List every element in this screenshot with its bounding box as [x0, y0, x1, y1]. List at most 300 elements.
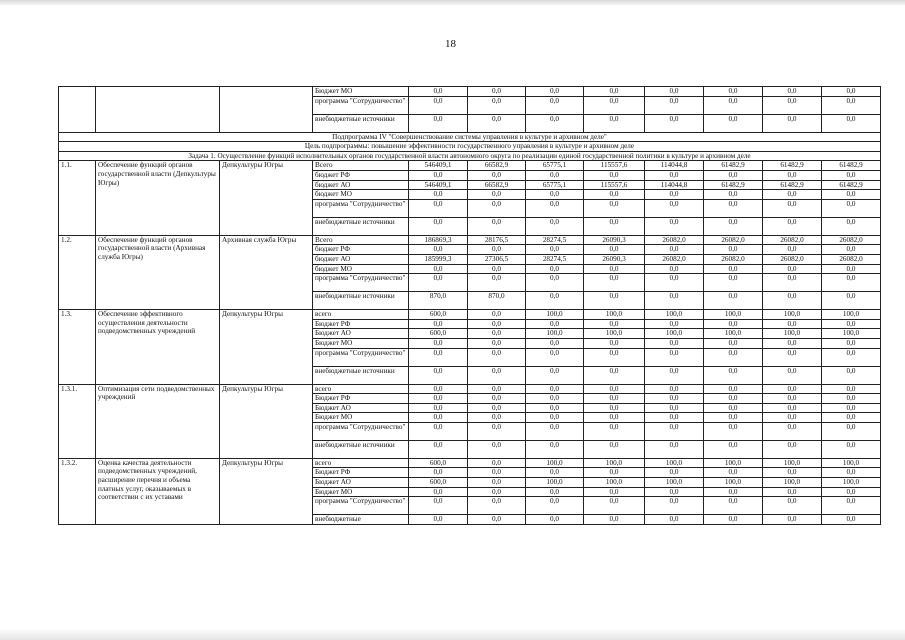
value-cell: 0,0 [645, 413, 704, 423]
value-cell: 0,0 [409, 403, 468, 413]
value-cell: 0,0 [584, 190, 645, 200]
value-cell: 0,0 [763, 440, 822, 458]
value-cell: 600,0 [409, 478, 468, 488]
value-cell: 0,0 [409, 114, 468, 132]
value-cell: 26082,0 [763, 254, 822, 264]
item-executor: Депкультуры Югры [220, 310, 313, 384]
value-cell: 100,0 [526, 478, 584, 488]
value-cell: 0,0 [645, 515, 704, 525]
scan-edge-top [0, 0, 905, 6]
value-cell: 100,0 [584, 329, 645, 339]
funding-source: Бюджет АО [313, 329, 409, 339]
value-cell: 0,0 [584, 199, 645, 217]
value-cell: 0,0 [584, 217, 645, 235]
value-cell: 0,0 [763, 394, 822, 404]
value-cell: 0,0 [409, 440, 468, 458]
value-cell: 100,0 [645, 458, 704, 468]
value-cell: 0,0 [468, 413, 526, 423]
value-cell: 0,0 [584, 319, 645, 329]
value-cell: 0,0 [645, 338, 704, 348]
item-name: Обеспечение эффективного осуществления деятельности подведомственных учреждений [96, 310, 220, 384]
value-cell: 0,0 [409, 413, 468, 423]
value-cell: 0,0 [822, 440, 881, 458]
value-cell: 0,0 [409, 264, 468, 274]
funding-source: внебюджетные источники [313, 292, 409, 310]
funding-source: программа "Сотрудничество" [313, 348, 409, 366]
value-cell: 0,0 [468, 199, 526, 217]
value-cell: 0,0 [822, 515, 881, 525]
funding-source: Бюджет РФ [313, 468, 409, 478]
funding-source: программа "Сотрудничество" [313, 274, 409, 292]
value-cell: 0,0 [468, 338, 526, 348]
value-cell: 0,0 [645, 468, 704, 478]
funding-source: программа "Сотрудничество" [313, 96, 409, 114]
value-cell: 0,0 [584, 170, 645, 180]
value-cell: 0,0 [584, 264, 645, 274]
funding-source: всего [313, 384, 409, 394]
value-cell: 0,0 [584, 384, 645, 394]
value-cell: 0,0 [526, 413, 584, 423]
funding-source: всего [313, 310, 409, 320]
section-heading: Подпрограмма IV "Совершенствование системы управления в культуре и архивном деле" [59, 132, 881, 142]
funding-source: бюджет АО [313, 180, 409, 190]
funding-source: Бюджет РФ [313, 394, 409, 404]
value-cell: 0,0 [468, 366, 526, 384]
table-row [59, 142, 881, 152]
funding-source: Бюджет РФ [313, 319, 409, 329]
value-cell: 0,0 [704, 245, 763, 255]
value-cell: 0,0 [822, 394, 881, 404]
value-cell: 0,0 [584, 422, 645, 440]
value-cell: 0,0 [468, 478, 526, 488]
funding-source: Всего [313, 161, 409, 171]
value-cell: 0,0 [704, 515, 763, 525]
value-cell: 0,0 [526, 394, 584, 404]
value-cell: 100,0 [822, 329, 881, 339]
value-cell: 0,0 [645, 264, 704, 274]
value-cell: 0,0 [468, 217, 526, 235]
value-cell: 0,0 [763, 292, 822, 310]
value-cell: 0,0 [526, 468, 584, 478]
value-cell: 0,0 [763, 468, 822, 478]
value-cell: 61482,9 [704, 180, 763, 190]
value-cell: 115557,6 [584, 180, 645, 190]
funding-source: внебюджетные источники [313, 366, 409, 384]
value-cell: 100,0 [704, 310, 763, 320]
funding-source: внебюджетные источники [313, 217, 409, 235]
value-cell: 27306,5 [468, 254, 526, 264]
value-cell: 0,0 [645, 384, 704, 394]
value-cell: 546409,1 [409, 180, 468, 190]
value-cell: 0,0 [763, 199, 822, 217]
value-cell: 0,0 [645, 87, 704, 97]
value-cell: 0,0 [763, 245, 822, 255]
value-cell: 0,0 [584, 338, 645, 348]
value-cell: 0,0 [645, 292, 704, 310]
value-cell: 0,0 [409, 384, 468, 394]
funding-source: Бюджет МО [313, 338, 409, 348]
value-cell: 65775,1 [526, 180, 584, 190]
item-executor: Депкультуры Югры [220, 384, 313, 458]
item-executor: Депкультуры Югры [220, 458, 313, 524]
value-cell: 0,0 [704, 403, 763, 413]
value-cell: 0,0 [822, 264, 881, 274]
value-cell: 0,0 [584, 487, 645, 497]
value-cell: 0,0 [526, 96, 584, 114]
item-executor: Депкультуры Югры [220, 161, 313, 235]
value-cell: 0,0 [645, 422, 704, 440]
value-cell: 0,0 [822, 245, 881, 255]
value-cell: 26090,3 [584, 235, 645, 245]
funding-source: внебюджетные источники [313, 440, 409, 458]
value-cell: 100,0 [526, 310, 584, 320]
value-cell: 0,0 [645, 366, 704, 384]
value-cell: 600,0 [409, 329, 468, 339]
value-cell: 0,0 [822, 274, 881, 292]
value-cell: 0,0 [822, 384, 881, 394]
value-cell: 61482,9 [704, 161, 763, 171]
value-cell: 100,0 [763, 478, 822, 488]
value-cell: 0,0 [763, 422, 822, 440]
value-cell: 0,0 [468, 319, 526, 329]
value-cell: 0,0 [526, 274, 584, 292]
value-cell: 0,0 [822, 497, 881, 515]
table-row [59, 132, 881, 142]
value-cell: 28274,5 [526, 254, 584, 264]
value-cell: 0,0 [763, 366, 822, 384]
value-cell: 0,0 [584, 87, 645, 97]
value-cell: 0,0 [526, 515, 584, 525]
value-cell: 100,0 [645, 478, 704, 488]
funding-source: программа "Сотрудничество" [313, 497, 409, 515]
value-cell: 0,0 [822, 338, 881, 348]
value-cell: 0,0 [704, 422, 763, 440]
value-cell: 0,0 [526, 245, 584, 255]
value-cell: 0,0 [584, 497, 645, 515]
value-cell: 0,0 [526, 384, 584, 394]
funding-source: всего [313, 458, 409, 468]
value-cell: 0,0 [584, 440, 645, 458]
value-cell: 0,0 [763, 87, 822, 97]
value-cell: 0,0 [584, 468, 645, 478]
value-cell: 26082,0 [822, 235, 881, 245]
value-cell: 0,0 [468, 487, 526, 497]
value-cell: 0,0 [704, 384, 763, 394]
value-cell: 0,0 [704, 468, 763, 478]
value-cell: 0,0 [526, 338, 584, 348]
item-name: Обеспечение функций органов государственной власти (Депкультуры Югры) [96, 161, 220, 235]
value-cell: 0,0 [704, 190, 763, 200]
value-cell: 100,0 [645, 329, 704, 339]
value-cell: 0,0 [409, 217, 468, 235]
value-cell: 0,0 [822, 96, 881, 114]
value-cell: 0,0 [645, 394, 704, 404]
item-number: 1.3.1. [59, 384, 96, 458]
value-cell: 0,0 [645, 319, 704, 329]
value-cell: 0,0 [822, 217, 881, 235]
value-cell: 0,0 [704, 114, 763, 132]
value-cell: 100,0 [584, 310, 645, 320]
value-cell: 186869,3 [409, 235, 468, 245]
value-cell: 0,0 [526, 497, 584, 515]
value-cell: 0,0 [763, 96, 822, 114]
value-cell: 61482,9 [763, 161, 822, 171]
value-cell: 0,0 [822, 190, 881, 200]
value-cell: 0,0 [822, 114, 881, 132]
funding-source: внебюджетные источники [313, 114, 409, 132]
item-number: 1.2. [59, 235, 96, 309]
value-cell: 26082,0 [704, 254, 763, 264]
value-cell: 0,0 [409, 468, 468, 478]
value-cell: 0,0 [468, 468, 526, 478]
value-cell: 0,0 [704, 96, 763, 114]
value-cell: 0,0 [526, 487, 584, 497]
value-cell: 26082,0 [645, 235, 704, 245]
value-cell: 0,0 [645, 199, 704, 217]
value-cell: 0,0 [645, 170, 704, 180]
value-cell: 0,0 [409, 515, 468, 525]
table-row [59, 87, 881, 97]
funding-source: внебюджетные [313, 515, 409, 525]
funding-source: программа "Сотрудничество" [313, 422, 409, 440]
value-cell: 0,0 [704, 487, 763, 497]
value-cell: 0,0 [468, 458, 526, 468]
table-row [59, 235, 881, 245]
value-cell: 0,0 [763, 274, 822, 292]
item-number: 1.3.2. [59, 458, 96, 524]
table-row [59, 161, 881, 171]
value-cell: 870,0 [468, 292, 526, 310]
value-cell: 0,0 [409, 348, 468, 366]
value-cell: 100,0 [704, 458, 763, 468]
value-cell: 0,0 [468, 170, 526, 180]
value-cell: 100,0 [822, 478, 881, 488]
value-cell: 100,0 [704, 329, 763, 339]
value-cell: 100,0 [822, 310, 881, 320]
value-cell: 0,0 [526, 114, 584, 132]
value-cell: 0,0 [822, 170, 881, 180]
value-cell: 0,0 [468, 114, 526, 132]
value-cell: 0,0 [584, 515, 645, 525]
value-cell: 546409,1 [409, 161, 468, 171]
value-cell: 0,0 [584, 413, 645, 423]
value-cell: 870,0 [409, 292, 468, 310]
value-cell: 65775,1 [526, 161, 584, 171]
value-cell: 0,0 [645, 190, 704, 200]
value-cell: 0,0 [645, 217, 704, 235]
value-cell: 26082,0 [645, 254, 704, 264]
value-cell: 0,0 [409, 274, 468, 292]
value-cell: 0,0 [584, 292, 645, 310]
value-cell: 0,0 [704, 394, 763, 404]
funding-source: Всего [313, 235, 409, 245]
value-cell: 26082,0 [763, 235, 822, 245]
value-cell: 0,0 [704, 170, 763, 180]
funding-source: Бюджет МО [313, 487, 409, 497]
value-cell: 0,0 [645, 114, 704, 132]
value-cell: 100,0 [584, 458, 645, 468]
value-cell: 0,0 [526, 366, 584, 384]
value-cell: 0,0 [645, 497, 704, 515]
table-row [59, 151, 881, 161]
value-cell: 0,0 [822, 403, 881, 413]
funding-source: программа "Сотрудничество" [313, 199, 409, 217]
value-cell: 0,0 [704, 199, 763, 217]
value-cell: 0,0 [822, 422, 881, 440]
value-cell: 0,0 [468, 96, 526, 114]
value-cell: 28176,5 [468, 235, 526, 245]
value-cell: 0,0 [763, 114, 822, 132]
blank-cell [220, 87, 313, 133]
value-cell: 0,0 [645, 245, 704, 255]
value-cell: 0,0 [763, 384, 822, 394]
item-name: Оценка качества деятельности подведомственных учреждений, расширение перечня и объема платных услуг, оказываемых в соответствии с их уставами [96, 458, 220, 524]
value-cell: 0,0 [645, 274, 704, 292]
value-cell: 0,0 [704, 274, 763, 292]
value-cell: 66582,9 [468, 180, 526, 190]
value-cell: 0,0 [704, 292, 763, 310]
value-cell: 0,0 [822, 319, 881, 329]
value-cell: 0,0 [526, 170, 584, 180]
value-cell: 100,0 [704, 478, 763, 488]
value-cell: 0,0 [409, 319, 468, 329]
value-cell: 0,0 [409, 487, 468, 497]
value-cell: 0,0 [704, 348, 763, 366]
value-cell: 0,0 [822, 292, 881, 310]
value-cell: 0,0 [526, 348, 584, 366]
funding-source: бюджет МО [313, 264, 409, 274]
table-row [59, 384, 881, 394]
item-name: Оптимизация сети подведомственных учреждений [96, 384, 220, 458]
value-cell: 0,0 [468, 394, 526, 404]
value-cell: 0,0 [645, 403, 704, 413]
funding-source: Бюджет МО [313, 413, 409, 423]
value-cell: 0,0 [584, 114, 645, 132]
value-cell: 0,0 [526, 87, 584, 97]
funding-source: бюджет РФ [313, 170, 409, 180]
value-cell: 0,0 [584, 245, 645, 255]
value-cell: 0,0 [645, 440, 704, 458]
table-row [59, 458, 881, 468]
value-cell: 0,0 [822, 468, 881, 478]
value-cell: 115557,6 [584, 161, 645, 171]
value-cell: 600,0 [409, 458, 468, 468]
value-cell: 0,0 [763, 190, 822, 200]
funding-source: Бюджет АО [313, 478, 409, 488]
value-cell: 0,0 [704, 87, 763, 97]
value-cell: 0,0 [409, 338, 468, 348]
value-cell: 0,0 [468, 497, 526, 515]
value-cell: 0,0 [822, 366, 881, 384]
value-cell: 0,0 [468, 329, 526, 339]
value-cell: 0,0 [704, 264, 763, 274]
funding-source: Бюджет МО [313, 87, 409, 97]
value-cell: 0,0 [704, 413, 763, 423]
value-cell: 0,0 [526, 217, 584, 235]
item-name: Обеспечение функций органов государственной власти (Архивная служба Югры) [96, 235, 220, 309]
value-cell: 0,0 [409, 422, 468, 440]
value-cell: 61482,9 [822, 180, 881, 190]
value-cell: 0,0 [763, 515, 822, 525]
value-cell: 0,0 [763, 348, 822, 366]
value-cell: 100,0 [763, 310, 822, 320]
value-cell: 0,0 [409, 190, 468, 200]
value-cell: 0,0 [763, 338, 822, 348]
value-cell: 0,0 [763, 170, 822, 180]
value-cell: 61482,9 [822, 161, 881, 171]
value-cell: 0,0 [704, 338, 763, 348]
value-cell: 0,0 [704, 440, 763, 458]
value-cell: 61482,9 [763, 180, 822, 190]
value-cell: 0,0 [468, 310, 526, 320]
funding-source: Бюджет АО [313, 403, 409, 413]
value-cell: 100,0 [763, 329, 822, 339]
value-cell: 0,0 [409, 199, 468, 217]
value-cell: 0,0 [584, 96, 645, 114]
value-cell: 600,0 [409, 310, 468, 320]
value-cell: 0,0 [584, 274, 645, 292]
value-cell: 0,0 [584, 394, 645, 404]
value-cell: 0,0 [526, 264, 584, 274]
page-number: 18 [445, 38, 456, 50]
value-cell: 100,0 [763, 458, 822, 468]
value-cell: 0,0 [526, 319, 584, 329]
value-cell: 0,0 [409, 394, 468, 404]
value-cell: 0,0 [526, 440, 584, 458]
value-cell: 0,0 [763, 497, 822, 515]
value-cell: 0,0 [822, 348, 881, 366]
value-cell: 0,0 [526, 292, 584, 310]
value-cell: 100,0 [526, 458, 584, 468]
value-cell: 26090,3 [584, 254, 645, 264]
value-cell: 0,0 [645, 348, 704, 366]
value-cell: 0,0 [526, 190, 584, 200]
value-cell: 0,0 [468, 274, 526, 292]
value-cell: 0,0 [763, 403, 822, 413]
value-cell: 0,0 [468, 440, 526, 458]
item-number: 1.3. [59, 310, 96, 384]
value-cell: 0,0 [409, 87, 468, 97]
value-cell: 0,0 [468, 264, 526, 274]
value-cell: 0,0 [409, 245, 468, 255]
value-cell: 0,0 [763, 413, 822, 423]
value-cell: 66582,9 [468, 161, 526, 171]
section-heading: Цель подпрограммы: повышение эффективности государственного управления в культуре и архивном деле [59, 142, 881, 152]
item-number: 1.1. [59, 161, 96, 235]
table-row [59, 310, 881, 320]
value-cell: 0,0 [584, 366, 645, 384]
value-cell: 100,0 [822, 458, 881, 468]
blank-cell [59, 87, 96, 133]
value-cell: 0,0 [584, 403, 645, 413]
value-cell: 0,0 [468, 384, 526, 394]
scan-edge-bottom [0, 628, 905, 640]
value-cell: 0,0 [409, 170, 468, 180]
value-cell: 0,0 [584, 348, 645, 366]
funding-source: бюджет АО [313, 254, 409, 264]
value-cell: 0,0 [763, 487, 822, 497]
value-cell: 0,0 [645, 487, 704, 497]
value-cell: 0,0 [468, 422, 526, 440]
value-cell: 0,0 [704, 319, 763, 329]
value-cell: 28274,5 [526, 235, 584, 245]
value-cell: 0,0 [704, 366, 763, 384]
value-cell: 0,0 [526, 403, 584, 413]
value-cell: 0,0 [409, 497, 468, 515]
value-cell: 185999,3 [409, 254, 468, 264]
value-cell: 0,0 [645, 96, 704, 114]
blank-cell [96, 87, 220, 133]
